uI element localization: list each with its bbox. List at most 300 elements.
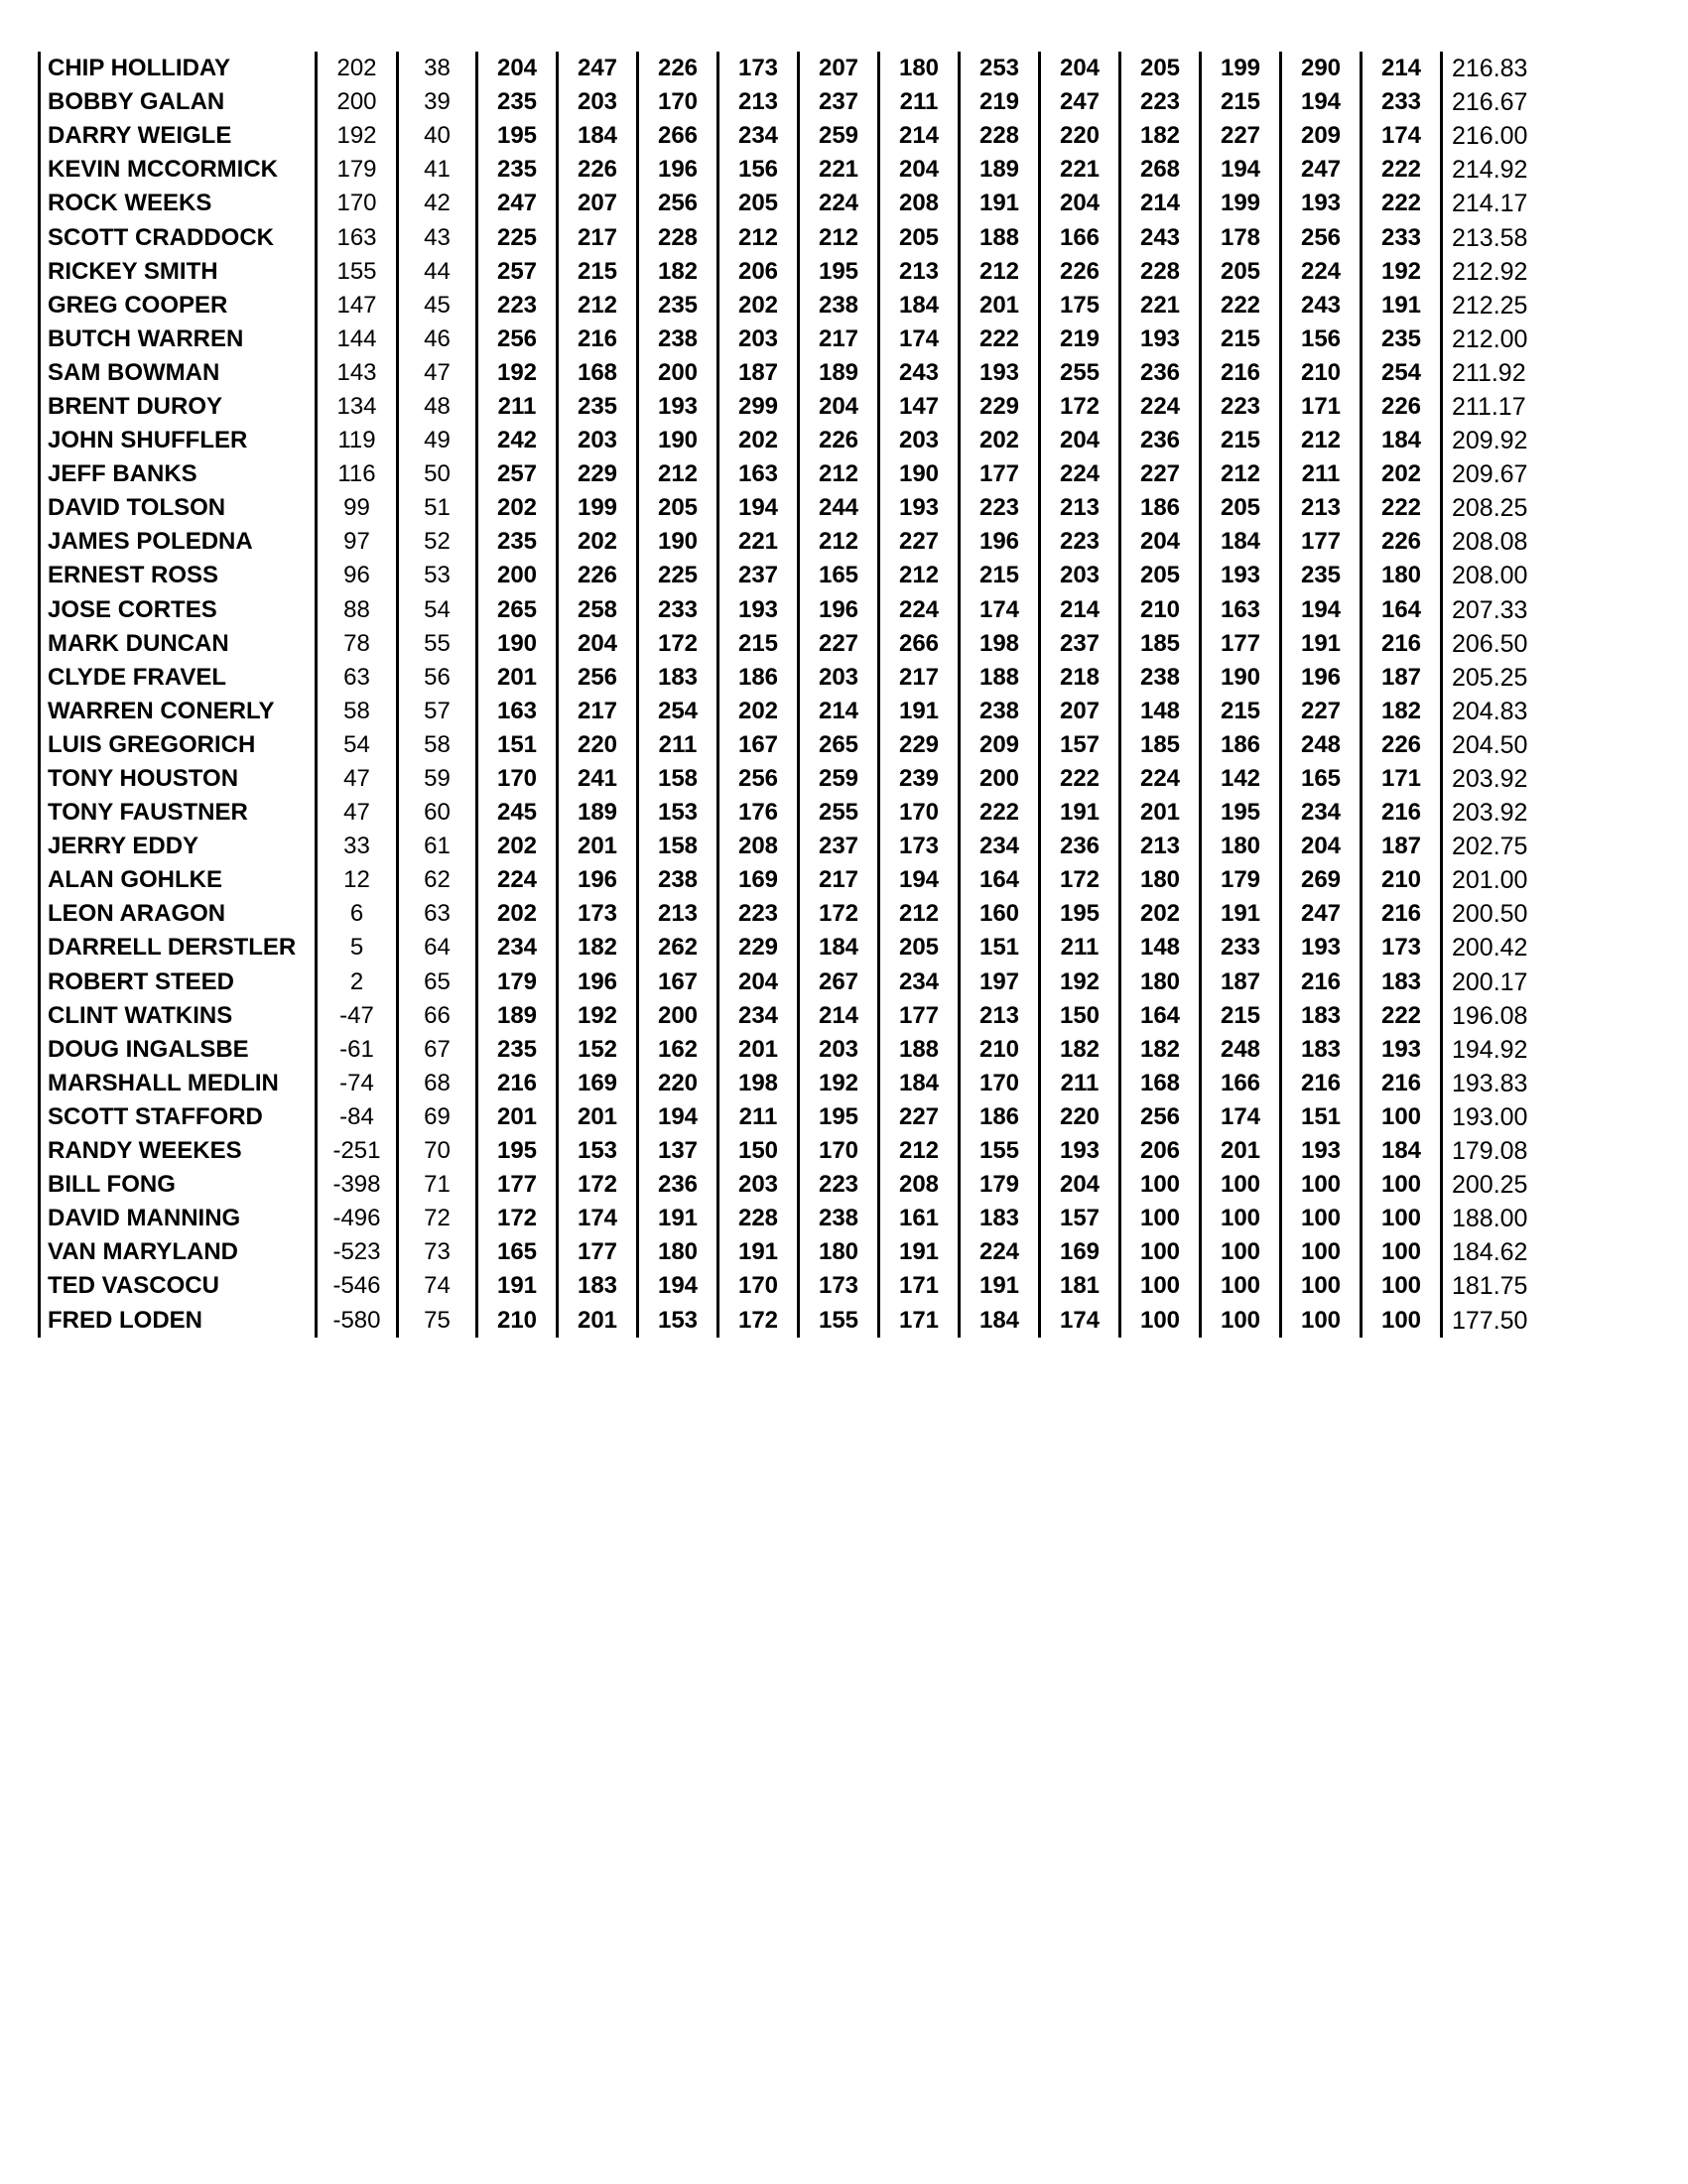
rank-cell: 56 bbox=[398, 661, 477, 695]
game-score-cell: 262 bbox=[638, 931, 718, 964]
game-score-cell: 201 bbox=[1201, 1134, 1281, 1168]
game-score-cell: 259 bbox=[799, 119, 879, 153]
game-score-cell: 164 bbox=[1362, 593, 1442, 627]
points-cell: 54 bbox=[317, 728, 398, 762]
points-cell: 96 bbox=[317, 559, 398, 592]
game-score-cell: 216 bbox=[1201, 356, 1281, 390]
game-score-cell: 222 bbox=[1201, 289, 1281, 322]
game-score-cell: 228 bbox=[1120, 255, 1201, 289]
average-cell: 214.17 bbox=[1452, 190, 1528, 218]
table-row bbox=[40, 1269, 1551, 1303]
game-score-cell: 254 bbox=[638, 695, 718, 728]
game-score-cell: 223 bbox=[1040, 525, 1120, 559]
game-score-cell: 204 bbox=[879, 153, 960, 187]
game-score-cell: 147 bbox=[879, 390, 960, 424]
game-score-cell: 183 bbox=[638, 661, 718, 695]
bowler-name: JERRY EDDY bbox=[40, 830, 317, 863]
points-cell: -47 bbox=[317, 999, 398, 1033]
game-score-cell: 220 bbox=[638, 1067, 718, 1100]
game-score-cell: 156 bbox=[718, 153, 799, 187]
game-score-cell: 207 bbox=[558, 187, 638, 220]
game-score-cell: 184 bbox=[799, 931, 879, 964]
game-score-cell: 200 bbox=[638, 999, 718, 1033]
points-cell: 163 bbox=[317, 220, 398, 254]
game-score-cell: 187 bbox=[1201, 965, 1281, 999]
game-score-cell: 195 bbox=[477, 1134, 558, 1168]
game-score-cell: 235 bbox=[477, 153, 558, 187]
points-cell: -398 bbox=[317, 1168, 398, 1202]
game-score-cell: 214 bbox=[1120, 187, 1201, 220]
game-score-cell: 100 bbox=[1120, 1168, 1201, 1202]
table-row bbox=[40, 728, 1551, 762]
game-score-cell: 235 bbox=[1281, 559, 1362, 592]
game-score-cell: 205 bbox=[638, 491, 718, 525]
game-score-cell: 200 bbox=[638, 356, 718, 390]
game-score-cell: 215 bbox=[558, 255, 638, 289]
game-score-cell: 214 bbox=[1040, 593, 1120, 627]
game-score-cell: 100 bbox=[1281, 1202, 1362, 1235]
table-row bbox=[40, 965, 1551, 999]
bowler-name: VAN MARYLAND bbox=[40, 1235, 317, 1269]
points-cell: -580 bbox=[317, 1303, 398, 1337]
game-score-cell: 233 bbox=[638, 593, 718, 627]
standings-rows bbox=[40, 52, 1551, 1338]
rank-cell: 38 bbox=[398, 52, 477, 85]
game-score-cell: 100 bbox=[1362, 1303, 1442, 1337]
game-score-cell: 191 bbox=[1040, 796, 1120, 830]
game-score-cell: 241 bbox=[558, 762, 638, 796]
game-score-cell: 177 bbox=[477, 1168, 558, 1202]
game-score-cell: 237 bbox=[1040, 627, 1120, 661]
game-score-cell: 100 bbox=[1120, 1303, 1201, 1337]
game-score-cell: 165 bbox=[1281, 762, 1362, 796]
bowler-name: ALAN GOHLKE bbox=[40, 863, 317, 897]
game-score-cell: 199 bbox=[1201, 187, 1281, 220]
game-score-cell: 202 bbox=[1362, 457, 1442, 491]
game-score-cell: 193 bbox=[1281, 931, 1362, 964]
game-score-cell: 201 bbox=[477, 1100, 558, 1134]
bowler-name: CLYDE FRAVEL bbox=[40, 661, 317, 695]
points-cell: 2 bbox=[317, 965, 398, 999]
game-score-cell: 189 bbox=[558, 796, 638, 830]
game-score-cell: 214 bbox=[1362, 52, 1442, 85]
game-score-cell: 226 bbox=[1040, 255, 1120, 289]
game-score-cell: 215 bbox=[1201, 85, 1281, 119]
game-score-cell: 178 bbox=[1201, 220, 1281, 254]
game-score-cell: 100 bbox=[1120, 1202, 1201, 1235]
game-score-cell: 177 bbox=[1201, 627, 1281, 661]
average-cell: 209.67 bbox=[1452, 460, 1528, 489]
game-score-cell: 206 bbox=[1120, 1134, 1201, 1168]
game-score-cell: 229 bbox=[718, 931, 799, 964]
game-score-cell: 186 bbox=[1120, 491, 1201, 525]
game-score-cell: 202 bbox=[477, 830, 558, 863]
game-score-cell: 266 bbox=[879, 627, 960, 661]
game-score-cell: 203 bbox=[718, 1168, 799, 1202]
game-score-cell: 224 bbox=[477, 863, 558, 897]
game-score-cell: 100 bbox=[1201, 1168, 1281, 1202]
game-score-cell: 210 bbox=[1281, 356, 1362, 390]
average-cell: 203.92 bbox=[1452, 799, 1528, 828]
game-score-cell: 258 bbox=[558, 593, 638, 627]
game-score-cell: 194 bbox=[1201, 153, 1281, 187]
game-score-cell: 187 bbox=[1362, 661, 1442, 695]
game-score-cell: 228 bbox=[960, 119, 1040, 153]
game-score-cell: 223 bbox=[960, 491, 1040, 525]
game-score-cell: 168 bbox=[1120, 1067, 1201, 1100]
game-score-cell: 211 bbox=[1040, 1067, 1120, 1100]
table-row bbox=[40, 1168, 1551, 1202]
game-score-cell: 243 bbox=[1120, 220, 1201, 254]
game-score-cell: 267 bbox=[799, 965, 879, 999]
game-score-cell: 188 bbox=[960, 661, 1040, 695]
game-score-cell: 198 bbox=[960, 627, 1040, 661]
game-score-cell: 194 bbox=[718, 491, 799, 525]
game-score-cell: 235 bbox=[477, 85, 558, 119]
rank-cell: 70 bbox=[398, 1134, 477, 1168]
game-score-cell: 210 bbox=[1120, 593, 1201, 627]
points-cell: 5 bbox=[317, 931, 398, 964]
game-score-cell: 212 bbox=[799, 525, 879, 559]
average-cell: 196.08 bbox=[1452, 1001, 1528, 1030]
game-score-cell: 215 bbox=[960, 559, 1040, 592]
game-score-cell: 180 bbox=[1201, 830, 1281, 863]
bowler-name: GREG COOPER bbox=[40, 289, 317, 322]
points-cell: 155 bbox=[317, 255, 398, 289]
game-score-cell: 220 bbox=[558, 728, 638, 762]
game-score-cell: 199 bbox=[558, 491, 638, 525]
game-score-cell: 180 bbox=[1120, 863, 1201, 897]
game-score-cell: 201 bbox=[960, 289, 1040, 322]
points-cell: 170 bbox=[317, 187, 398, 220]
game-score-cell: 234 bbox=[718, 119, 799, 153]
game-score-cell: 228 bbox=[638, 220, 718, 254]
average-cell: 181.75 bbox=[1452, 1272, 1528, 1301]
game-score-cell: 247 bbox=[477, 187, 558, 220]
game-score-cell: 183 bbox=[1362, 965, 1442, 999]
game-score-cell: 196 bbox=[638, 153, 718, 187]
average-cell: 207.33 bbox=[1452, 595, 1528, 624]
rank-cell: 71 bbox=[398, 1168, 477, 1202]
game-score-cell: 225 bbox=[477, 220, 558, 254]
game-score-cell: 174 bbox=[1201, 1100, 1281, 1134]
game-score-cell: 100 bbox=[1201, 1235, 1281, 1269]
game-score-cell: 214 bbox=[799, 695, 879, 728]
game-score-cell: 216 bbox=[1362, 796, 1442, 830]
table-row bbox=[40, 999, 1551, 1033]
table-row bbox=[40, 424, 1551, 457]
table-row bbox=[40, 897, 1551, 931]
game-score-cell: 236 bbox=[638, 1168, 718, 1202]
game-score-cell: 255 bbox=[1040, 356, 1120, 390]
average-cell: 212.92 bbox=[1452, 257, 1528, 286]
average-cell: 202.75 bbox=[1452, 833, 1528, 861]
bowler-name: JOHN SHUFFLER bbox=[40, 424, 317, 457]
game-score-cell: 193 bbox=[1120, 322, 1201, 356]
average-cell: 216.67 bbox=[1452, 88, 1528, 117]
game-score-cell: 172 bbox=[1040, 390, 1120, 424]
average-cell: 208.08 bbox=[1452, 528, 1528, 557]
game-score-cell: 299 bbox=[718, 390, 799, 424]
game-score-cell: 238 bbox=[1120, 661, 1201, 695]
game-score-cell: 191 bbox=[960, 187, 1040, 220]
game-score-cell: 220 bbox=[1040, 1100, 1120, 1134]
bowler-name: ROCK WEEKS bbox=[40, 187, 317, 220]
game-score-cell: 244 bbox=[799, 491, 879, 525]
game-score-cell: 170 bbox=[638, 85, 718, 119]
game-score-cell: 247 bbox=[1281, 897, 1362, 931]
game-score-cell: 242 bbox=[477, 424, 558, 457]
average-cell: 212.25 bbox=[1452, 291, 1528, 320]
average-cell: 203.92 bbox=[1452, 765, 1528, 794]
game-score-cell: 179 bbox=[1201, 863, 1281, 897]
table-row bbox=[40, 491, 1551, 525]
game-score-cell: 266 bbox=[638, 119, 718, 153]
game-score-cell: 151 bbox=[1281, 1100, 1362, 1134]
game-score-cell: 194 bbox=[638, 1269, 718, 1303]
game-score-cell: 211 bbox=[477, 390, 558, 424]
game-score-cell: 190 bbox=[1201, 661, 1281, 695]
game-score-cell: 217 bbox=[799, 322, 879, 356]
game-score-cell: 202 bbox=[960, 424, 1040, 457]
game-score-cell: 222 bbox=[960, 322, 1040, 356]
game-score-cell: 290 bbox=[1281, 52, 1362, 85]
table-row bbox=[40, 1303, 1551, 1337]
points-cell: 47 bbox=[317, 796, 398, 830]
points-cell: -251 bbox=[317, 1134, 398, 1168]
game-score-cell: 148 bbox=[1120, 931, 1201, 964]
game-score-cell: 160 bbox=[960, 897, 1040, 931]
game-score-cell: 177 bbox=[1281, 525, 1362, 559]
game-score-cell: 226 bbox=[1362, 390, 1442, 424]
game-score-cell: 212 bbox=[558, 289, 638, 322]
game-score-cell: 202 bbox=[477, 897, 558, 931]
points-cell: 119 bbox=[317, 424, 398, 457]
game-score-cell: 213 bbox=[638, 897, 718, 931]
table-row bbox=[40, 863, 1551, 897]
game-score-cell: 238 bbox=[799, 289, 879, 322]
game-score-cell: 194 bbox=[1281, 85, 1362, 119]
points-cell: -84 bbox=[317, 1100, 398, 1134]
rank-cell: 65 bbox=[398, 965, 477, 999]
game-score-cell: 202 bbox=[718, 695, 799, 728]
game-score-cell: 100 bbox=[1281, 1235, 1362, 1269]
game-score-cell: 227 bbox=[1201, 119, 1281, 153]
game-score-cell: 169 bbox=[1040, 1235, 1120, 1269]
game-score-cell: 203 bbox=[558, 85, 638, 119]
average-cell: 200.50 bbox=[1452, 900, 1528, 929]
game-score-cell: 245 bbox=[477, 796, 558, 830]
game-score-cell: 184 bbox=[1201, 525, 1281, 559]
game-score-cell: 183 bbox=[1281, 999, 1362, 1033]
game-score-cell: 207 bbox=[1040, 695, 1120, 728]
game-score-cell: 193 bbox=[1281, 187, 1362, 220]
game-score-cell: 268 bbox=[1120, 153, 1201, 187]
rank-cell: 39 bbox=[398, 85, 477, 119]
points-cell: 33 bbox=[317, 830, 398, 863]
average-cell: 209.92 bbox=[1452, 427, 1528, 455]
game-score-cell: 202 bbox=[718, 424, 799, 457]
rank-cell: 49 bbox=[398, 424, 477, 457]
rank-cell: 62 bbox=[398, 863, 477, 897]
game-score-cell: 224 bbox=[879, 593, 960, 627]
game-score-cell: 210 bbox=[477, 1303, 558, 1337]
game-score-cell: 210 bbox=[1362, 863, 1442, 897]
game-score-cell: 167 bbox=[718, 728, 799, 762]
bowler-name: BOBBY GALAN bbox=[40, 85, 317, 119]
game-score-cell: 235 bbox=[477, 1033, 558, 1067]
rank-cell: 67 bbox=[398, 1033, 477, 1067]
points-cell: -523 bbox=[317, 1235, 398, 1269]
game-score-cell: 176 bbox=[718, 796, 799, 830]
points-cell: 192 bbox=[317, 119, 398, 153]
game-score-cell: 151 bbox=[960, 931, 1040, 964]
game-score-cell: 213 bbox=[1281, 491, 1362, 525]
game-score-cell: 195 bbox=[1201, 796, 1281, 830]
game-score-cell: 172 bbox=[558, 1168, 638, 1202]
game-score-cell: 166 bbox=[1040, 220, 1120, 254]
bowler-name: BRENT DUROY bbox=[40, 390, 317, 424]
game-score-cell: 216 bbox=[477, 1067, 558, 1100]
game-score-cell: 236 bbox=[1120, 356, 1201, 390]
game-score-cell: 256 bbox=[718, 762, 799, 796]
table-row bbox=[40, 356, 1551, 390]
game-score-cell: 153 bbox=[558, 1134, 638, 1168]
points-cell: 144 bbox=[317, 322, 398, 356]
average-cell: 206.50 bbox=[1452, 629, 1528, 658]
game-score-cell: 202 bbox=[558, 525, 638, 559]
bowler-name: JOSE CORTES bbox=[40, 593, 317, 627]
bowler-name: LEON ARAGON bbox=[40, 897, 317, 931]
game-score-cell: 192 bbox=[1362, 255, 1442, 289]
game-score-cell: 180 bbox=[1362, 559, 1442, 592]
points-cell: 99 bbox=[317, 491, 398, 525]
rank-cell: 58 bbox=[398, 728, 477, 762]
game-score-cell: 208 bbox=[718, 830, 799, 863]
game-score-cell: 172 bbox=[718, 1303, 799, 1337]
game-score-cell: 189 bbox=[960, 153, 1040, 187]
game-score-cell: 184 bbox=[879, 1067, 960, 1100]
game-score-cell: 212 bbox=[960, 255, 1040, 289]
game-score-cell: 172 bbox=[638, 627, 718, 661]
game-score-cell: 226 bbox=[799, 424, 879, 457]
rank-cell: 52 bbox=[398, 525, 477, 559]
average-cell: 213.58 bbox=[1452, 223, 1528, 252]
game-score-cell: 180 bbox=[1120, 965, 1201, 999]
points-cell: 147 bbox=[317, 289, 398, 322]
rank-cell: 45 bbox=[398, 289, 477, 322]
game-score-cell: 195 bbox=[1040, 897, 1120, 931]
game-score-cell: 161 bbox=[879, 1202, 960, 1235]
game-score-cell: 173 bbox=[879, 830, 960, 863]
game-score-cell: 226 bbox=[638, 52, 718, 85]
game-score-cell: 204 bbox=[1040, 424, 1120, 457]
game-score-cell: 177 bbox=[960, 457, 1040, 491]
bowler-name: FRED LODEN bbox=[40, 1303, 317, 1337]
game-score-cell: 234 bbox=[718, 999, 799, 1033]
game-score-cell: 201 bbox=[477, 661, 558, 695]
game-score-cell: 227 bbox=[1120, 457, 1201, 491]
table-row bbox=[40, 796, 1551, 830]
rank-cell: 40 bbox=[398, 119, 477, 153]
table-row bbox=[40, 457, 1551, 491]
bowler-name: JEFF BANKS bbox=[40, 457, 317, 491]
table-row bbox=[40, 85, 1551, 119]
table-row bbox=[40, 1067, 1551, 1100]
game-score-cell: 238 bbox=[960, 695, 1040, 728]
points-cell: 179 bbox=[317, 153, 398, 187]
bowler-name: BILL FONG bbox=[40, 1168, 317, 1202]
game-score-cell: 172 bbox=[1040, 863, 1120, 897]
game-score-cell: 211 bbox=[1040, 931, 1120, 964]
table-row bbox=[40, 52, 1551, 85]
bowler-name: MARSHALL MEDLIN bbox=[40, 1067, 317, 1100]
average-cell: 204.83 bbox=[1452, 697, 1528, 725]
game-score-cell: 213 bbox=[879, 255, 960, 289]
game-score-cell: 236 bbox=[1120, 424, 1201, 457]
game-score-cell: 168 bbox=[558, 356, 638, 390]
game-score-cell: 217 bbox=[799, 863, 879, 897]
game-score-cell: 265 bbox=[799, 728, 879, 762]
game-score-cell: 234 bbox=[477, 931, 558, 964]
points-cell: -546 bbox=[317, 1269, 398, 1303]
game-score-cell: 170 bbox=[879, 796, 960, 830]
points-cell: -61 bbox=[317, 1033, 398, 1067]
table-row bbox=[40, 187, 1551, 220]
game-score-cell: 100 bbox=[1362, 1202, 1442, 1235]
rank-cell: 66 bbox=[398, 999, 477, 1033]
game-score-cell: 170 bbox=[718, 1269, 799, 1303]
bowler-name: WARREN CONERLY bbox=[40, 695, 317, 728]
game-score-cell: 204 bbox=[1040, 52, 1120, 85]
game-score-cell: 179 bbox=[960, 1168, 1040, 1202]
game-score-cell: 153 bbox=[638, 796, 718, 830]
game-score-cell: 186 bbox=[960, 1100, 1040, 1134]
bowler-name: DARRY WEIGLE bbox=[40, 119, 317, 153]
game-score-cell: 253 bbox=[960, 52, 1040, 85]
game-score-cell: 212 bbox=[1201, 457, 1281, 491]
game-score-cell: 226 bbox=[1362, 728, 1442, 762]
game-score-cell: 175 bbox=[1040, 289, 1120, 322]
game-score-cell: 169 bbox=[718, 863, 799, 897]
game-score-cell: 204 bbox=[718, 965, 799, 999]
table-row bbox=[40, 559, 1551, 592]
game-score-cell: 158 bbox=[638, 762, 718, 796]
game-score-cell: 202 bbox=[1120, 897, 1201, 931]
game-score-cell: 257 bbox=[477, 457, 558, 491]
game-score-cell: 216 bbox=[1362, 1067, 1442, 1100]
standings-table bbox=[38, 52, 1552, 1338]
rank-cell: 74 bbox=[398, 1269, 477, 1303]
game-score-cell: 216 bbox=[1362, 897, 1442, 931]
table-row bbox=[40, 1100, 1551, 1134]
average-cell: 179.08 bbox=[1452, 1137, 1528, 1166]
average-cell: 177.50 bbox=[1452, 1306, 1528, 1335]
game-score-cell: 220 bbox=[1040, 119, 1120, 153]
game-score-cell: 196 bbox=[558, 965, 638, 999]
game-score-cell: 165 bbox=[799, 559, 879, 592]
game-score-cell: 213 bbox=[1120, 830, 1201, 863]
average-cell: 214.92 bbox=[1452, 156, 1528, 185]
game-score-cell: 207 bbox=[799, 52, 879, 85]
bowler-name: TED VASCOCU bbox=[40, 1269, 317, 1303]
game-score-cell: 200 bbox=[477, 559, 558, 592]
game-score-cell: 234 bbox=[879, 965, 960, 999]
bowler-name: SAM BOWMAN bbox=[40, 356, 317, 390]
bowler-name: KEVIN MCCORMICK bbox=[40, 153, 317, 187]
game-score-cell: 182 bbox=[558, 931, 638, 964]
table-row bbox=[40, 627, 1551, 661]
